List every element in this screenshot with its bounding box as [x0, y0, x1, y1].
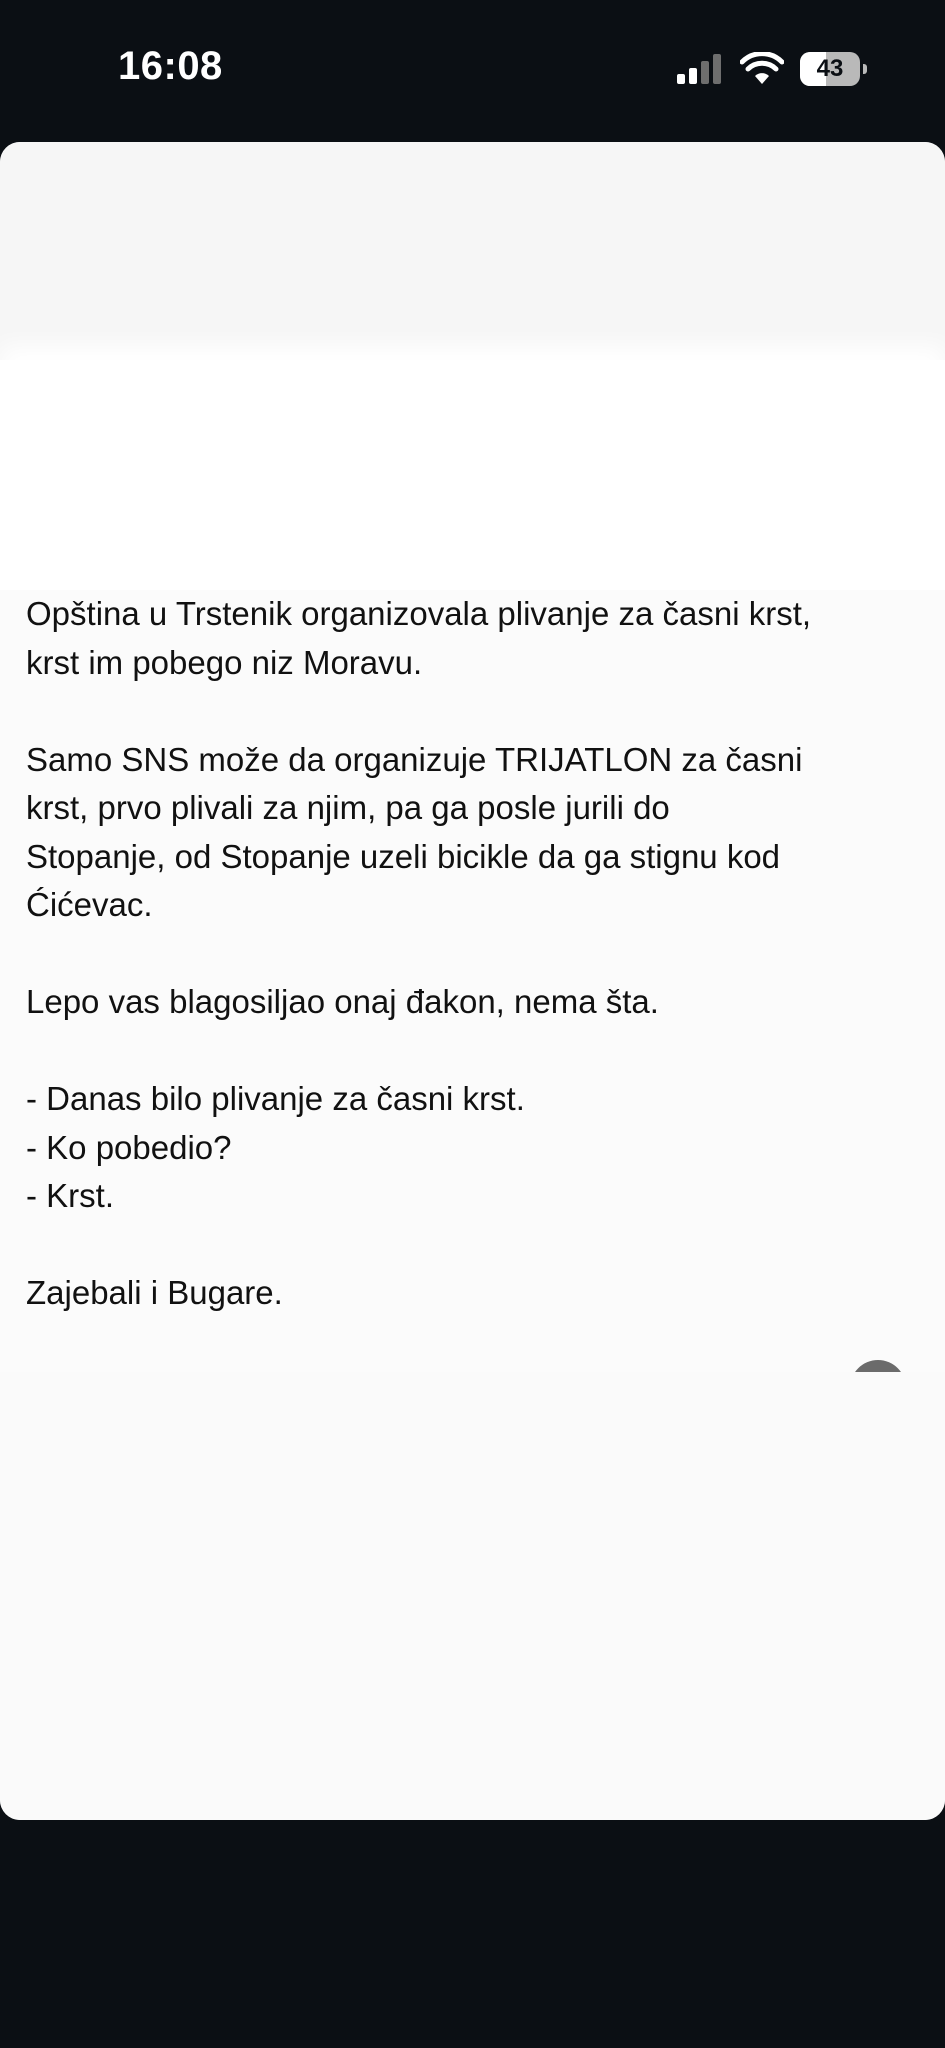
- paragraph-spacer: [26, 687, 926, 736]
- battery-icon: [800, 52, 868, 86]
- paragraph-spacer: [26, 930, 926, 979]
- status-time: 16:08: [118, 44, 223, 88]
- post-text: [26, 590, 926, 1318]
- status-bar: [0, 0, 945, 140]
- post-paragraph-1: Opština u Trstenik organizovala plivanje za časni krst, krst im pobego niz Moravu.: [26, 595, 812, 681]
- post-card: [0, 142, 945, 1820]
- paragraph-spacer: [26, 1027, 926, 1076]
- battery-level: 43: [816, 55, 844, 82]
- blank-bottom-area: [0, 1372, 945, 1820]
- signal-icon: [677, 54, 725, 86]
- battery-body: [800, 52, 860, 86]
- battery-cap: [863, 64, 867, 74]
- post-paragraph-2: Samo SNS može da organizuje TRIJATLON za časni krst, prvo plivali za njim, pa ga posle jurili do Stopanje, od Stopanje uzeli bicikle da ga stignu kod Ćićevac.: [26, 740, 803, 923]
- post-paragraph-4: - Danas bilo plivanje za časni krst. - Ko pobedio? - Krst.: [26, 1080, 525, 1214]
- post-paragraph-5: Zajebali i Bugare.: [26, 1274, 283, 1311]
- white-smudge: [0, 360, 945, 590]
- wifi-icon: [740, 52, 784, 86]
- post-paragraph-3: Lepo vas blagosiljao onaj đakon, nema šta.: [26, 983, 659, 1020]
- paragraph-spacer: [26, 1221, 926, 1270]
